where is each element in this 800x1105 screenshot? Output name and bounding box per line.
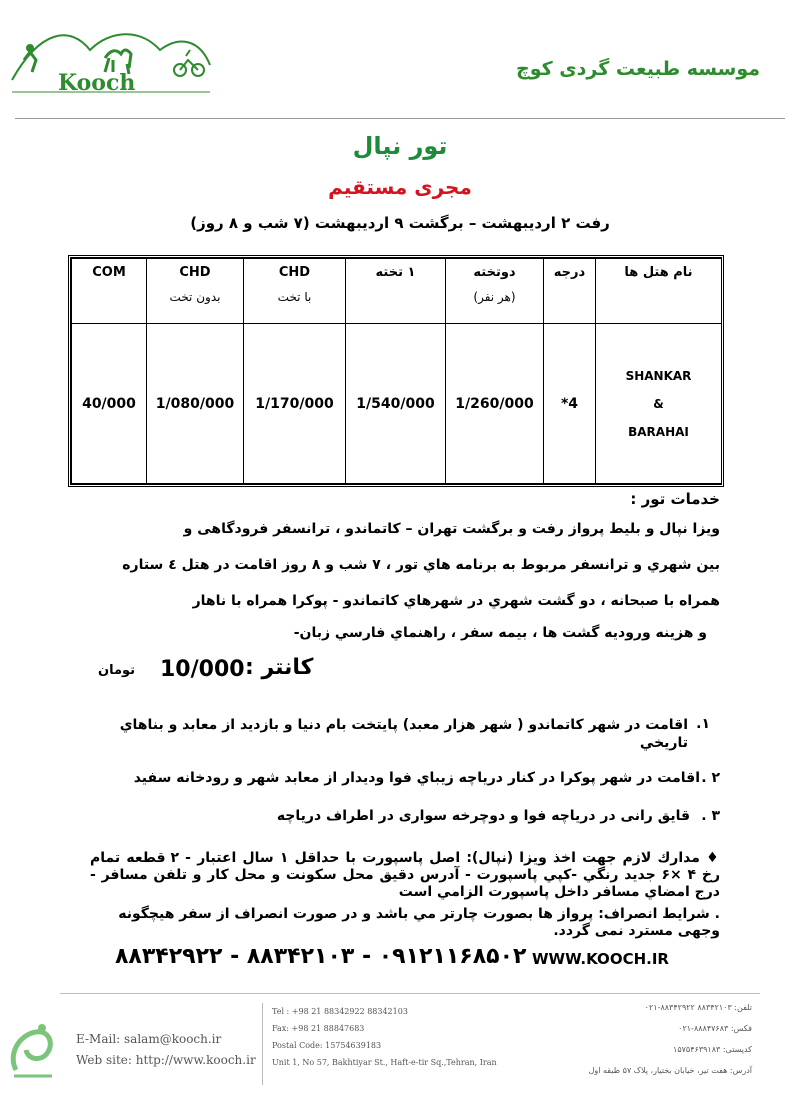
child-with-bed-cell: 1/170/000	[244, 324, 346, 484]
header-cell: دوتخته (هر نفر)	[446, 259, 544, 324]
organization-name: موسسه طبیعت گردی کوچ	[516, 58, 760, 80]
commission-cell: 40/000	[72, 324, 147, 484]
grade-cell: 4*	[544, 324, 596, 484]
item-text: قایق رانی در دریاچه فوا و دوچرخه سواری در اطراف دریاچه	[276, 808, 690, 824]
counter-value: 10/000	[160, 657, 245, 682]
item-number: ۳ .	[701, 808, 720, 824]
cancellation-policy: . شرايط انصراف: پرواز ها بصورت چارتر مي باشد و در صورت انصراف از سفر هیچگونه وجهی مسترد نمی گردد.	[118, 906, 720, 939]
services-line: همراه با صبحانه ، دو گشت شهري در شهرهاي کاتماندو - پوکرا همراه با ناهار	[192, 593, 720, 609]
footer-tel-fa: تلفن: ۸۸۳۴۲۱۰۳ ۸۸۳۴۲۹۲۲-۰۲۱	[644, 1003, 752, 1012]
website-link[interactable]: WWW.KOOCH.IR	[532, 950, 669, 968]
kooch-logo	[10, 20, 215, 100]
double-price-cell: 1/260/000	[446, 324, 544, 484]
footer-tel: Tel : +98 21 88342922 88342103	[272, 1007, 408, 1016]
header-cell: نام هتل ها	[596, 259, 722, 324]
footer-website[interactable]: Web site: http://www.kooch.ir	[76, 1053, 256, 1067]
item-text: اقامت در شهر پوکرا در کنار دریاچه زیباي فوا وديدار از معابد شهر و رودخانه سفید	[133, 770, 700, 786]
counter-unit: تومان	[98, 663, 136, 678]
item-number: ۲ .	[701, 770, 720, 786]
footer-fax: Fax: +98 21 88847683	[272, 1024, 365, 1033]
header-divider	[15, 118, 785, 119]
footer-address: Unit 1, No 57, Bakhtiyar St., Haft-e-tir Sq.,Tehran, Iran	[272, 1058, 497, 1067]
header-cell: CHD بدون تخت	[147, 259, 244, 324]
services-title: خدمات تور :	[630, 490, 720, 508]
services-line: ویزا نپال و بلیط پرواز رفت و برگشت تهران – کاتماندو ، ترانسفر فرودگاهی و	[183, 521, 720, 537]
footer-fax-fa: فکس: ۸۸۸۴۷۶۸۳-۰۲۱	[678, 1024, 752, 1033]
footer-postal-code: Postal Code: 15754639183	[272, 1041, 382, 1050]
child-no-bed-cell: 1/080/000	[147, 324, 244, 484]
single-price-cell: 1/540/000	[346, 324, 446, 484]
footer-postal-fa: کدپستی: ۱۵۷۵۴۶۳۹۱۸۳	[673, 1045, 752, 1054]
footer-address-fa: آدرس: هفت تیر، خیابان بختیار، پلاک ۵۷ طبقه اول	[588, 1066, 752, 1075]
required-documents: ♦ مدارك لازم جهت اخذ ويزا (نپال): اصل پاسپورت با حداقل ۱ سال اعتبار - ۲ قطعه تمام رخ ۴ ×۶ جدید رنگي -کپي پاسپورت - آدرس دقیق محل سکونت و محل کار و تلفن مسافر - درج امضاي مسافر داخل پاسپورت الزامي است	[90, 850, 721, 900]
services-line: بین شهري و ترانسفر مربوط به برنامه هاي تور ، ۷ شب و ۸ روز اقامت در هتل ٤ ستاره	[122, 557, 720, 573]
tour-title: تور نپال	[352, 132, 448, 160]
price-table	[68, 255, 724, 487]
header-cell: COM	[72, 259, 147, 324]
tour-subtitle: مجری مستقیم	[328, 175, 472, 199]
tour-dates: رفت ۲ اردیبهشت – برگشت ۹ اردیبهشت (۷ شب و ۸ روز)	[190, 214, 610, 232]
hotel-name-cell: SHANKAR & BARAHAI	[596, 324, 722, 484]
item-text: اقامت در شهر کاتماندو ( شهر هزار معبد) پایتخت بام دنیا و بازدید از معابد و بناهاي تاریخي	[119, 717, 688, 751]
footer-divider	[60, 993, 760, 994]
table-header-row	[72, 259, 722, 324]
logo-text: Kooch	[58, 70, 136, 96]
item-number: ۱.	[696, 716, 710, 732]
header-cell: درجه	[544, 259, 596, 324]
header-cell: CHD با تخت	[244, 259, 346, 324]
table-row	[72, 324, 722, 484]
footer-email[interactable]: E-Mail: salam@kooch.ir	[76, 1032, 222, 1046]
footer-separator	[262, 1003, 263, 1085]
services-line: و هزینه ورودیه گشت ها ، بیمه سفر ، راهنماي فارسي زبان-	[293, 625, 707, 641]
header-cell: ۱ تخته	[346, 259, 446, 324]
counter-label: کانتر :	[245, 655, 314, 680]
footer-logo-icon	[8, 1020, 56, 1080]
contact-phones: ۸۸۳۴۲۹۲۲ - ۸۸۳۴۲۱۰۳ - ۰۹۱۲۱۱۶۸۵۰۲	[115, 944, 527, 969]
